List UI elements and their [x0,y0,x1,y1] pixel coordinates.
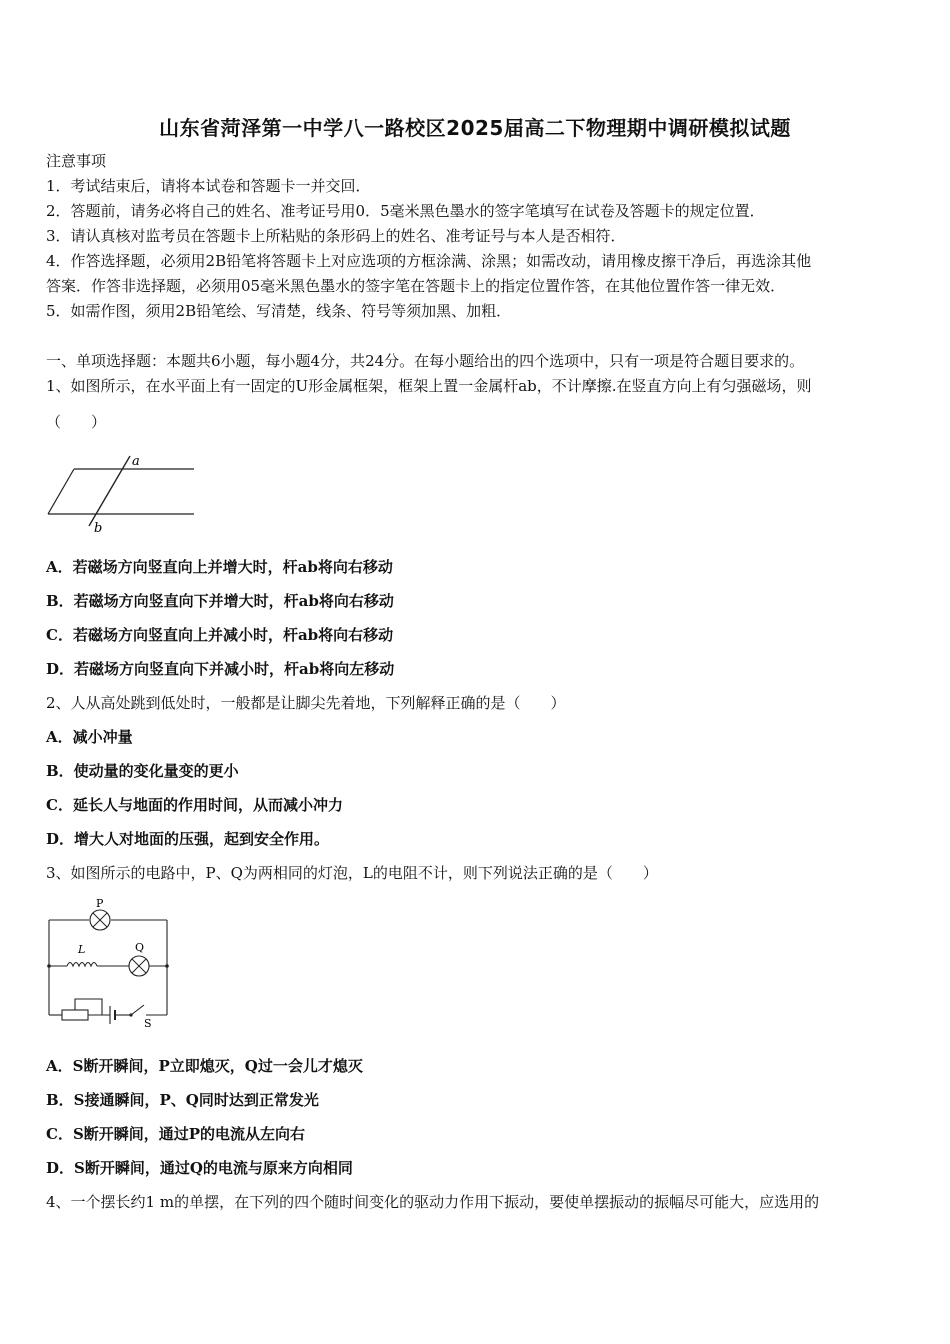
notice-item: 3．请认真核对监考员在答题卡上所粘贴的条形码上的姓名、准考证号与本人是否相符． [46,227,626,245]
option-d: D．增大人对地面的压强，起到安全作用。 [46,830,330,848]
option-b: B．若磁场方向竖直向下并增大时，杆ab将向右移动 [46,592,394,610]
label-b: b [94,521,103,535]
option-c: C．S断开瞬间，通过P的电流从左向右 [46,1125,306,1143]
notice-item: 4．作答选择题，必须用2B铅笔将答题卡上对应选项的方框涂满、涂黑；如需改动，请用橡皮擦干净后，再选涂其他 [46,252,812,270]
u-frame-figure [44,450,204,535]
circuit-figure [40,895,175,1030]
option-a: A．减小冲量 [46,728,133,746]
label-l: L [78,943,86,956]
label-q: Q [135,941,145,954]
question-1-blank: （ ） [46,413,107,431]
notice-item: 1．考试结束后，请将本试卷和答题卡一并交回． [46,177,371,195]
option-a: A．S断开瞬间，P立即熄灭，Q过一会儿才熄灭 [46,1057,363,1075]
option-c: C．延长人与地面的作用时间，从而减小冲力 [46,796,343,814]
option-b: B．使动量的变化量变的更小 [46,762,239,780]
option-a: A．若磁场方向竖直向上并增大时，杆ab将向右移动 [46,558,393,576]
question-1-stem: 1、如图所示，在水平面上有一固定的U形金属框架，框架上置一金属杆ab，不计摩擦.在竖直方向上有匀强磁场，则 [46,377,812,395]
question-2-stem: 2、人从高处跳到低处时，一般都是让脚尖先着地，下列解释正确的是（ ） [46,694,566,712]
label-a: a [132,454,140,469]
option-d: D．S断开瞬间，通过Q的电流与原来方向相同 [46,1159,353,1177]
question-4-stem: 4、一个摆长约1 m的单摆，在下列的四个随时间变化的驱动力作用下振动，要使单摆振动的振幅尽可能大，应选用的 [46,1193,820,1211]
notice-item: 2．答题前，请务必将自己的姓名、准考证号用0．5毫米黑色墨水的签字笔填写在试卷及答题卡的规定位置． [46,202,765,220]
question-3-stem: 3、如图所示的电路中，P、Q为两相同的灯泡，L的电阻不计，则下列说法正确的是（ ） [46,864,658,882]
notice-item: 答案．作答非选择题，必须用05毫米黑色墨水的签字笔在答题卡上的指定位置作答，在其他位置作答一律无效． [46,277,786,295]
page-title: 山东省菏泽第一中学八一路校区2025届高二下物理期中调研模拟试题 [159,116,791,140]
option-c: C．若磁场方向竖直向上并减小时，杆ab将向右移动 [46,626,394,644]
notice-heading: 注意事项 [46,152,107,170]
label-s: S [144,1017,152,1030]
option-d: D．若磁场方向竖直向下并减小时，杆ab将向左移动 [46,660,395,678]
label-p: P [96,897,104,910]
section-heading: 一、单项选择题：本题共6小题，每小题4分，共24分。在每小题给出的四个选项中，只有一项是符合题目要求的。 [46,352,805,370]
option-b: B．S接通瞬间，P、Q同时达到正常发光 [46,1091,319,1109]
notice-item: 5．如需作图，须用2B铅笔绘、写清楚，线条、符号等须加黑、加粗． [46,302,512,320]
